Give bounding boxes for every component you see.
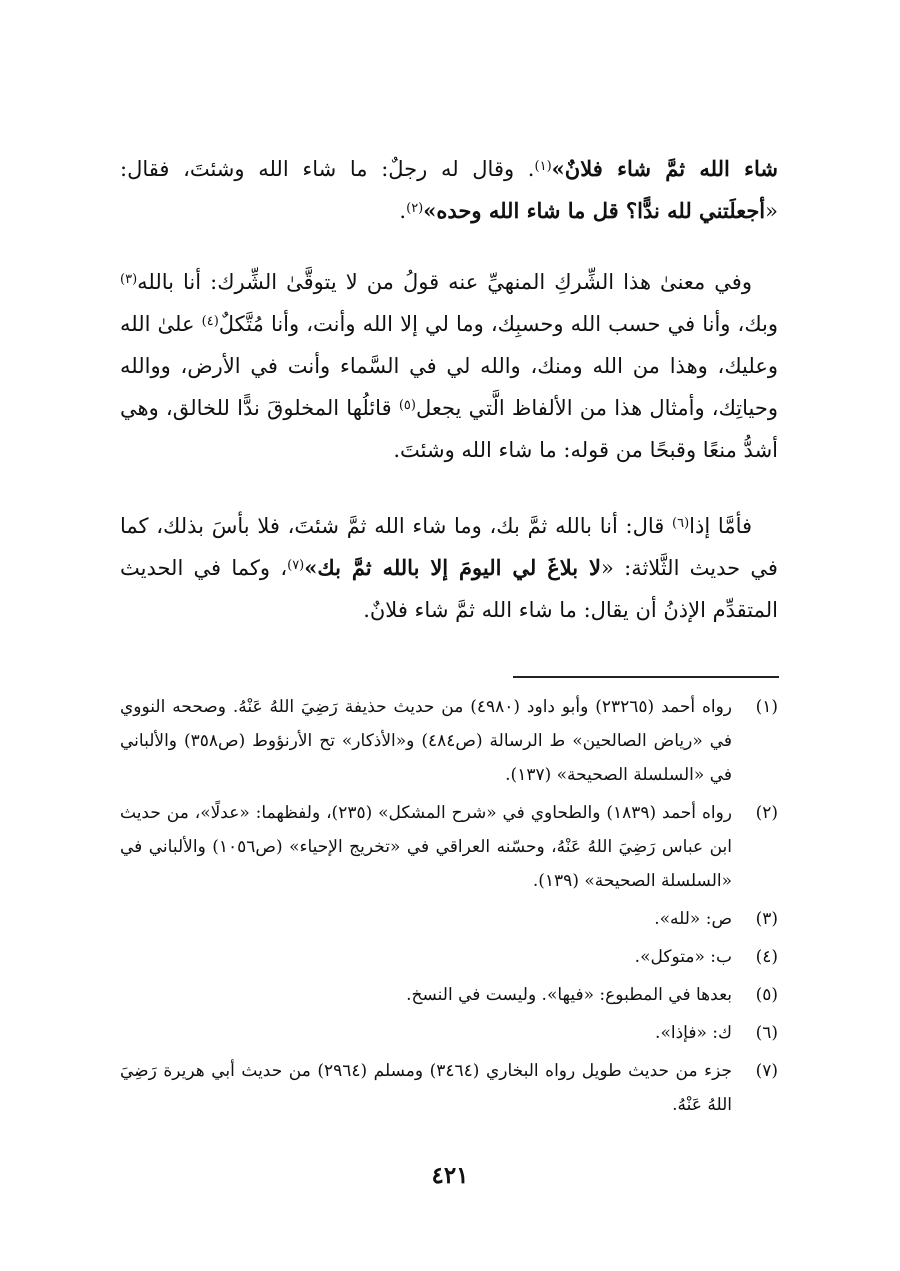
body-text: وفي معنىٰ هذا الشِّركِ المنهيِّ عنه قولُ من لا يتوقَّىٰ الشِّرك: أنا بالله: [137, 270, 752, 294]
footnote-ref-2[interactable]: (٢): [406, 201, 424, 216]
footnote-number: (٦): [755, 1023, 778, 1043]
footnote-text: ب: «متوكل».: [634, 947, 732, 967]
footnote-5: [120, 978, 778, 1012]
footnote-number: (٥): [755, 985, 778, 1005]
footnote-number: (٢): [755, 803, 778, 823]
footnote-1: [120, 690, 778, 792]
body-text: .: [399, 199, 407, 223]
paragraph-2: [120, 261, 778, 471]
footnote-ref-7[interactable]: (٧): [287, 558, 305, 573]
footnote-ref-3[interactable]: (٣): [120, 272, 138, 287]
footnote-number: (١): [755, 697, 778, 717]
footnote-ref-1[interactable]: (١): [534, 159, 552, 174]
quote-text: لا بلاغَ لي اليومَ إلا بالله ثمَّ بك»: [304, 555, 601, 580]
footnote-2: [120, 796, 778, 898]
quote-text: شاء الله ثمَّ شاء فلانٌ»: [551, 156, 778, 181]
page-number: ٤٢١: [431, 1162, 469, 1189]
footnote-text: رواه أحمد (٢٣٢٦٥) وأبو داود (٤٩٨٠) من حديث حذيفة رَضِيَ اللهُ عَنْهُ. وصححه النووي في «رياض الصالحين» ط الرسالة (ص٤٨٤) و«الأذكار» تح الأرنؤوط (ص٣٥٨) والألباني في «السلسلة الصحيحة» (١٣٧).: [120, 697, 733, 785]
footnote-ref-4[interactable]: (٤): [201, 314, 219, 329]
paragraph-1: [120, 148, 778, 232]
footnote-number: (٣): [755, 909, 778, 929]
footnote-ref-6[interactable]: (٦): [672, 516, 690, 531]
footnote-text: ص: «لله».: [654, 909, 732, 929]
body-text: قائلُها المخلوقَ ندًّا للخالق، وهي أشدُّ منعًا وقبحًا من قوله: ما شاء الله وشئتَ.: [120, 396, 778, 462]
quote-text: أجعلَتني لله ندًّا؟ قل ما شاء الله وحده»: [423, 198, 766, 223]
footnote-text: ك: «فإذا».: [655, 1023, 732, 1043]
body-text: ، وكما في الحديث المتقدِّم الإذنُ أن يقال: ما شاء الله ثمَّ شاء فلانٌ.: [120, 556, 778, 622]
footnotes: [120, 690, 778, 1126]
body-text: قال: أنا بالله ثمَّ بك، وما شاء الله ثمَّ شئتَ، فلا بأسَ بذلك، كما في حديث الثَّلاثة: «: [120, 514, 778, 580]
footnote-6: [120, 1016, 778, 1050]
footnote-text: رواه أحمد (١٨٣٩) والطحاوي في «شرح المشكل» (٢٣٥)، ولفظهما: «عدلًا»، من حديث ابن عباس رَضِيَ اللهُ عَنْهُ، وحسّنه العراقي في «تخريج الإحياء» (ص١٠٥٦) والألباني في «السلسلة الصحيحة» (١٣٩).: [120, 803, 732, 891]
footnote-3: [120, 902, 778, 936]
footnote-ref-5[interactable]: (٥): [398, 398, 416, 413]
footnote-text: جزء من حديث طويل رواه البخاري (٣٤٦٤) ومسلم (٢٩٦٤) من حديث أبي هريرة رَضِيَ اللهُ عَنْهُ.: [120, 1061, 733, 1115]
body-text: . وقال له رجلٌ: ما شاء الله وشئتَ، فقال: «: [120, 157, 778, 223]
footnote-number: (٧): [755, 1061, 778, 1081]
body-text: علىٰ الله وعليك، وهذا من الله ومنك، والله لي في السَّماء وأنت في الأرض، ووالله وحياتِك، وأمثال هذا من الألفاظ الَّتي يجعل: [120, 312, 778, 420]
footnote-4: [120, 940, 778, 974]
footnote-7: [120, 1054, 778, 1122]
paragraph-3: [120, 505, 778, 631]
footnote-number: (٤): [755, 947, 778, 967]
body-text: فأمَّا إذا: [689, 514, 753, 538]
body-text: وبك، وأنا في حسب الله وحسبِك، وما لي إلا الله وأنت، وأنا مُتَّكلٌ: [218, 312, 779, 336]
footnote-divider: [513, 676, 779, 678]
footnote-text: بعدها في المطبوع: «فيها». وليست في النسخ.: [406, 985, 732, 1005]
